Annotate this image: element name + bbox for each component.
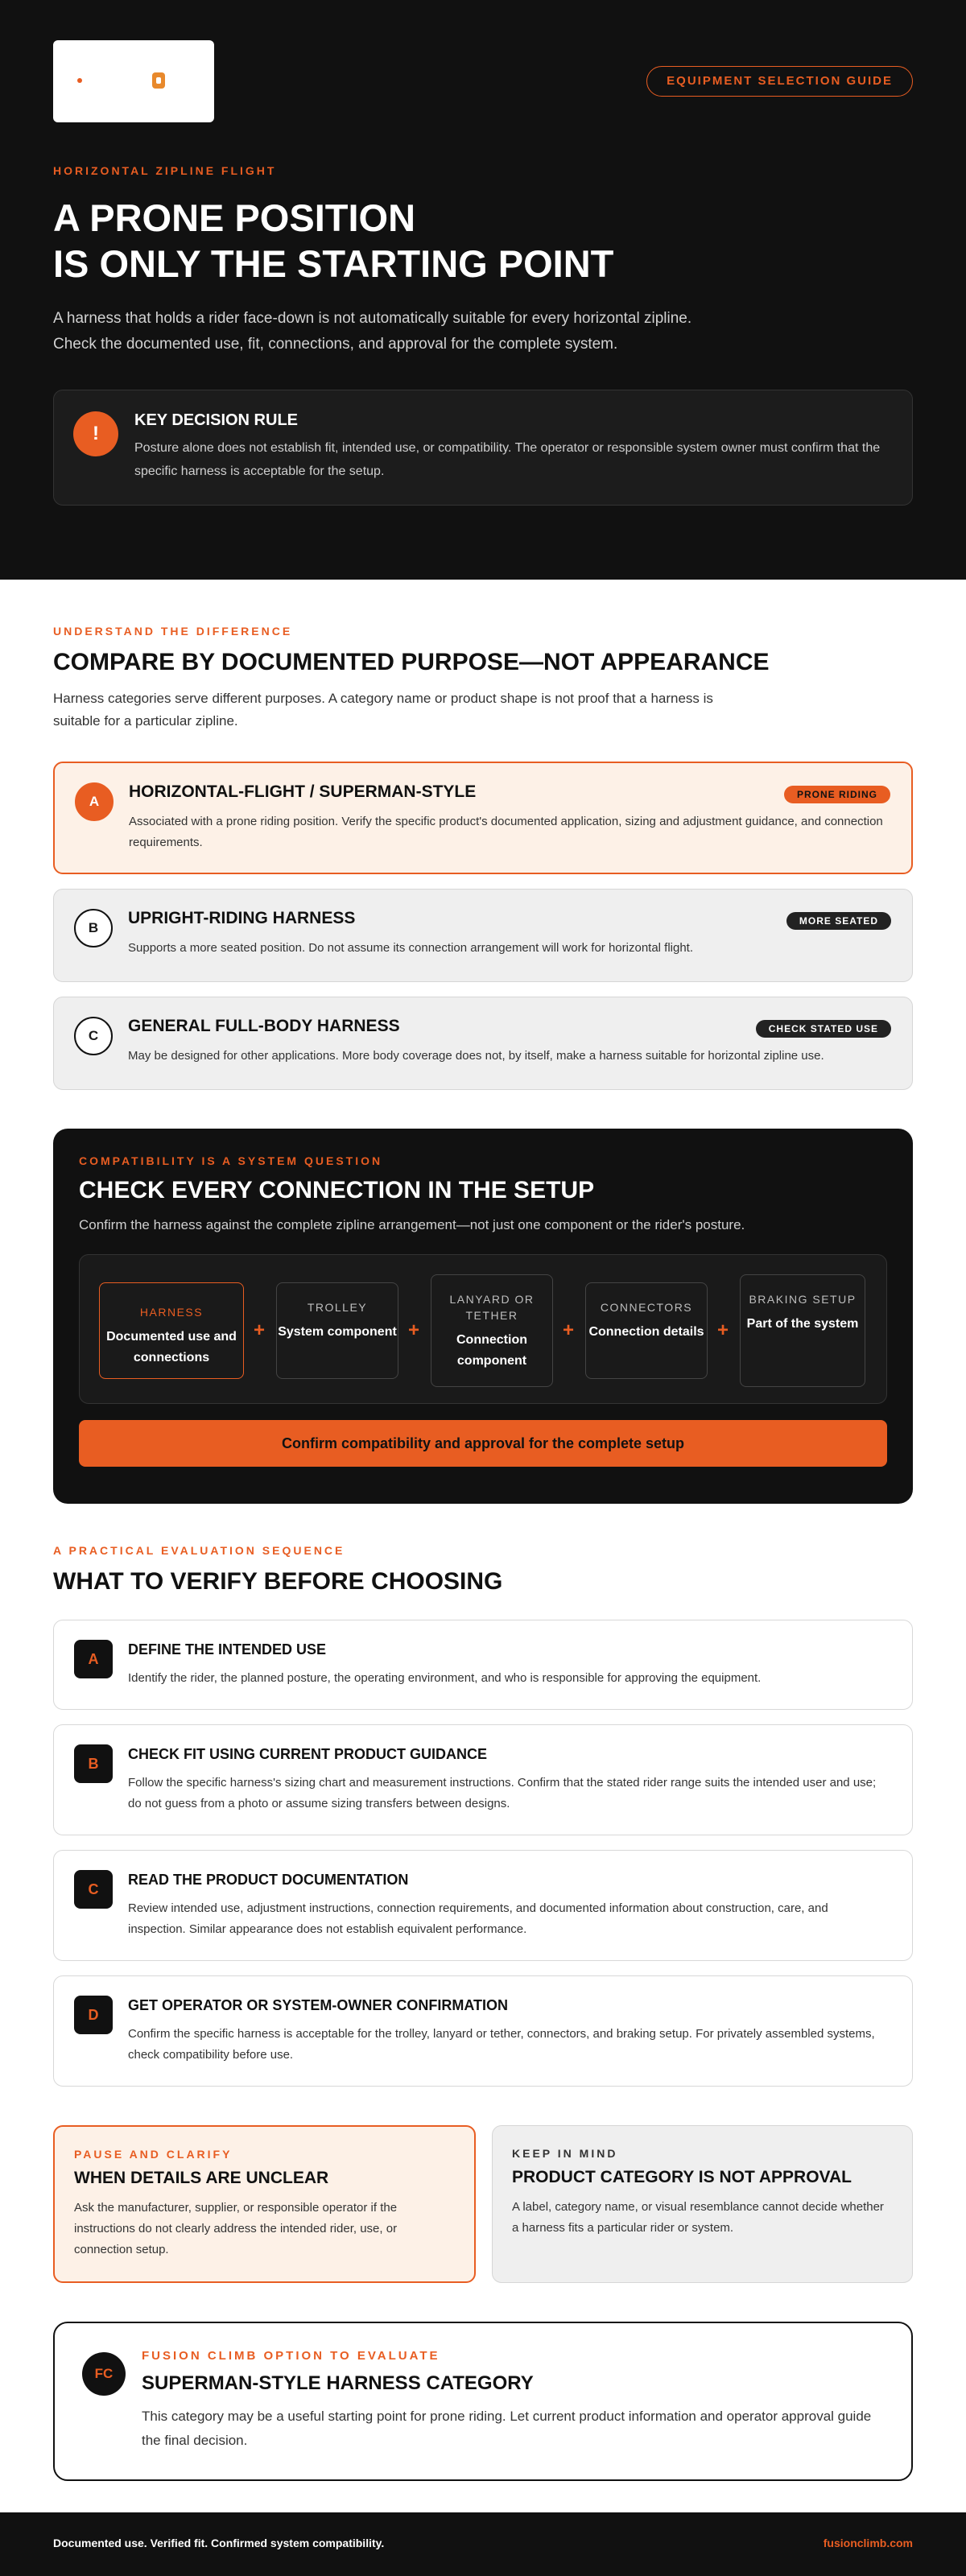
- chain-item-desc: Connection details: [588, 1325, 704, 1339]
- step-title: DEFINE THE INTENDED USE: [128, 1641, 327, 1657]
- category-letter: A: [75, 782, 114, 821]
- hero-lede: A harness that holds a rider face-down is not automatically suitable for every horizontal zipline. Check the documented use, fit, connections, and approval for the complete system.: [53, 310, 692, 353]
- brand-badge: FC: [82, 2352, 126, 2396]
- category-card-a: [53, 762, 913, 874]
- chain-item-title: LANYARD OR TETHER: [449, 1293, 535, 1322]
- chain-item-lanyard: [431, 1274, 553, 1387]
- chain-item-desc: Connection component: [456, 1333, 527, 1368]
- step-text: Follow the specific harness's sizing chart and measurement instructions. Confirm that the stated rider range suits the intended user and use; do not guess from a photo or assume sizing transfers between designs.: [128, 1776, 877, 1810]
- compat-intro: Confirm the harness against the complete zipline arrangement—not just one component or the rider's posture.: [79, 1217, 745, 1232]
- step-letter: A: [74, 1640, 113, 1678]
- step-text: Review intended use, adjustment instructions, connection requirements, and documented information about construction, care, and inspection. Similar appearance does not establish equivalent performance.: [128, 1901, 828, 1936]
- logo-dot: [77, 78, 82, 83]
- category-text: Associated with a prone riding position. Verify the specific product's documented application, sizing and adjustment guidance, and connection requirements.: [129, 815, 883, 849]
- category-letter: B: [74, 909, 113, 947]
- chain-item-harness: [99, 1282, 244, 1379]
- rule-text: Posture alone does not establish fit, intended use, or compatibility. The operator or responsible system owner must confirm that the specific harness is acceptable for the setup.: [134, 441, 881, 478]
- step-letter: B: [74, 1744, 113, 1783]
- category-text: Supports a more seated position. Do not assume its connection arrangement will work for horizontal flight.: [128, 941, 694, 955]
- pause-eyebrow: PAUSE AND CLARIFY: [74, 2148, 233, 2161]
- guide-label-pill: EQUIPMENT SELECTION GUIDE: [646, 66, 913, 97]
- option-title: SUPERMAN-STYLE HARNESS CATEGORY: [142, 2372, 534, 2394]
- hero-section: [0, 0, 966, 580]
- step-title: GET OPERATOR OR SYSTEM-OWNER CONFIRMATION: [128, 1997, 508, 2013]
- compare-intro: Harness categories serve different purposes. A category name or product shape is not proof that a harness is suitable for a particular zipline.: [53, 691, 713, 729]
- step-text: Confirm the specific harness is acceptable for the trolley, lanyard or tether, connectors, and braking setup. For privately assembled systems, check compatibility before use.: [128, 2027, 875, 2062]
- decision-rule-card: [53, 390, 913, 506]
- category-title: GENERAL FULL-BODY HARNESS: [128, 1017, 400, 1035]
- step-title: CHECK FIT USING CURRENT PRODUCT GUIDANCE: [128, 1746, 488, 1762]
- category-title: UPRIGHT-RIDING HARNESS: [128, 909, 356, 927]
- brand-logo: [53, 40, 214, 122]
- hero-eyebrow: HORIZONTAL ZIPLINE FLIGHT: [53, 164, 277, 177]
- keep-in-mind-card: [492, 2125, 913, 2283]
- pause-title: WHEN DETAILS ARE UNCLEAR: [74, 2169, 329, 2187]
- chain-item-desc: Documented use and connections: [106, 1330, 237, 1364]
- title-line-2: IS ONLY THE STARTING POINT: [53, 242, 614, 285]
- plus-icon: +: [408, 1319, 420, 1341]
- step-letter: D: [74, 1996, 113, 2034]
- verify-title: WHAT TO VERIFY BEFORE CHOOSING: [53, 1568, 503, 1595]
- keep-title: PRODUCT CATEGORY IS NOT APPROVAL: [512, 2168, 852, 2186]
- verify-step-c: [53, 1850, 913, 1961]
- category-card-c: [53, 997, 913, 1090]
- chain-item-title: CONNECTORS: [600, 1301, 693, 1314]
- chain-item-title: BRAKING SETUP: [749, 1293, 857, 1306]
- step-text: Identify the rider, the planned posture, the operating environment, and who is responsible for approving the equipment.: [128, 1671, 762, 1685]
- compat-title: CHECK EVERY CONNECTION IN THE SETUP: [79, 1177, 595, 1203]
- option-card: [53, 2322, 913, 2481]
- verify-step-d: [53, 1975, 913, 2087]
- keep-text: A label, category name, or visual resemblance cannot decide whether a harness fits a particular rider or system.: [512, 2200, 884, 2235]
- step-letter: C: [74, 1870, 113, 1909]
- plus-icon: +: [563, 1319, 575, 1341]
- logo-mark: [152, 72, 165, 89]
- chain-item-braking: [740, 1274, 865, 1387]
- chain-item-trolley: [276, 1282, 398, 1379]
- footer: [0, 2512, 966, 2576]
- option-eyebrow: FUSION CLIMB OPTION TO EVALUATE: [142, 2349, 440, 2363]
- compat-callout-bar: Confirm compatibility and approval for the complete setup: [79, 1420, 887, 1467]
- chain-item-desc: System component: [278, 1325, 397, 1339]
- notes-row: [53, 2125, 913, 2283]
- compare-eyebrow: UNDERSTAND THE DIFFERENCE: [53, 625, 293, 638]
- footer-tagline: Documented use. Verified fit. Confirmed system compatibility.: [53, 2537, 385, 2549]
- pause-card: [53, 2125, 476, 2283]
- page-title: [53, 195, 913, 287]
- compat-eyebrow: COMPATIBILITY IS A SYSTEM QUESTION: [79, 1154, 383, 1167]
- category-letter: C: [74, 1017, 113, 1055]
- chain-item-desc: Part of the system: [746, 1317, 859, 1331]
- keep-eyebrow: KEEP IN MIND: [512, 2147, 618, 2160]
- chain-item-title: TROLLEY: [307, 1301, 368, 1314]
- category-tag: MORE SEATED: [786, 912, 891, 930]
- category-card-b: [53, 889, 913, 982]
- category-title: HORIZONTAL-FLIGHT / SUPERMAN-STYLE: [129, 782, 477, 801]
- compare-title: COMPARE BY DOCUMENTED PURPOSE—NOT APPEARANCE: [53, 649, 770, 675]
- step-title: READ THE PRODUCT DOCUMENTATION: [128, 1872, 409, 1888]
- plus-icon: +: [254, 1319, 266, 1341]
- category-tag: PRONE RIDING: [784, 786, 890, 803]
- verify-step-a: [53, 1620, 913, 1710]
- compatibility-panel: [53, 1129, 913, 1504]
- chain-item-connectors: [585, 1282, 708, 1379]
- category-text: May be designed for other applications. More body coverage does not, by itself, make a harness suitable for horizontal zipline use.: [128, 1049, 824, 1063]
- verify-section: [0, 1504, 966, 2087]
- system-chain: [79, 1254, 887, 1404]
- option-text: This category may be a useful starting point for prone riding. Let current product information and operator approval guide the final decision.: [142, 2409, 872, 2448]
- pause-text: Ask the manufacturer, supplier, or responsible operator if the instructions do not clearly address the intended rider, use, or connection setup.: [74, 2201, 398, 2256]
- verify-step-b: [53, 1724, 913, 1835]
- compare-section: [0, 580, 966, 1090]
- rule-title: KEY DECISION RULE: [134, 411, 298, 429]
- title-line-1: A PRONE POSITION: [53, 196, 416, 239]
- chain-item-title: HARNESS: [139, 1306, 204, 1319]
- footer-site-link[interactable]: fusionclimb.com: [823, 2537, 913, 2549]
- category-tag: CHECK STATED USE: [756, 1020, 891, 1038]
- plus-icon: +: [717, 1319, 729, 1341]
- alert-icon: !: [73, 411, 118, 456]
- verify-eyebrow: A PRACTICAL EVALUATION SEQUENCE: [53, 1544, 345, 1557]
